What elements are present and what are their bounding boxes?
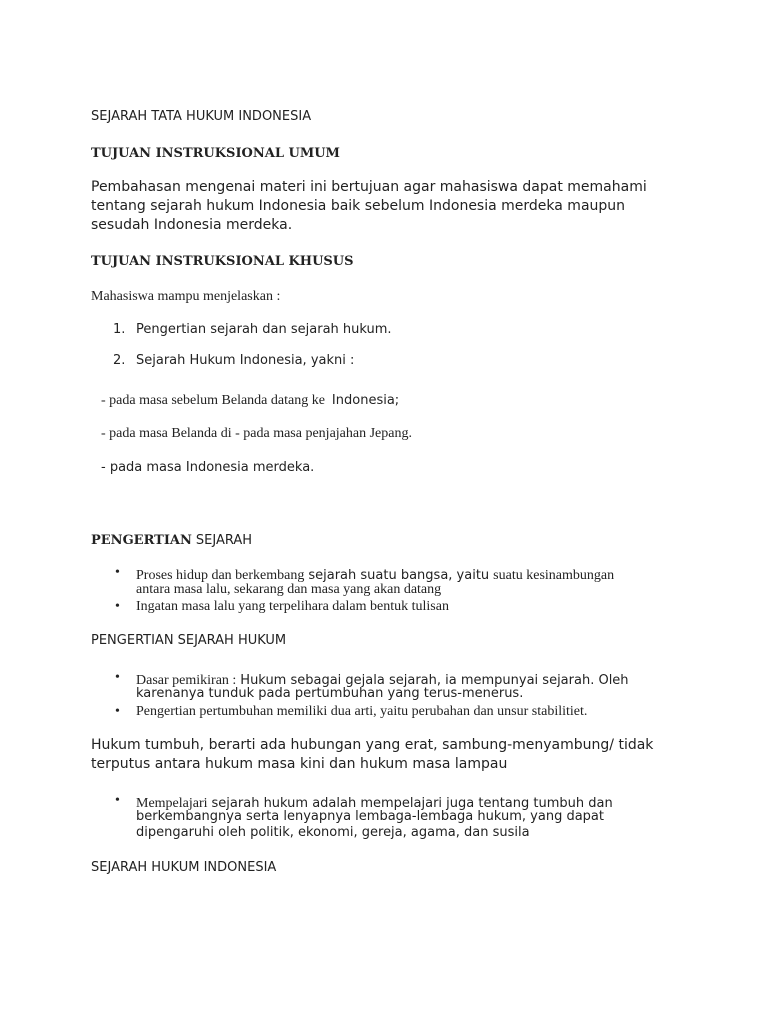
period-text: Indonesia; — [331, 393, 400, 408]
bullet-icon: • — [115, 565, 120, 580]
body-line: terputus antara hukum masa kini dan hukum masa lampau — [91, 756, 508, 772]
shi-heading: SEJARAH HUKUM INDONESIA — [91, 860, 277, 875]
bullet-line: dipengaruhi oleh politik, ekonomi, gereja, agama, dan susila — [136, 825, 530, 840]
bullet-line: Pengertian pertumbuhan memiliki dua arti, yaitu perubahan dan unsur stabilitiet. — [136, 704, 588, 719]
bullet-line: Ingatan masa lalu yang terpelihara dalam bentuk tulisan — [136, 599, 449, 614]
document-title: SEJARAH TATA HUKUM INDONESIA — [91, 109, 312, 124]
numbered-item-text: Pengertian sejarah dan sejarah hukum. — [136, 322, 392, 337]
tik-heading: TUJUAN INSTRUKSIONAL KHUSUS — [91, 254, 354, 269]
bullet-line: berkembangnya serta lenyapnya lembaga-lembaga hukum, yang dapat — [136, 809, 604, 824]
bullet-icon: • — [115, 704, 120, 719]
period-line-3: - pada masa Indonesia merdeka. — [101, 460, 315, 475]
tiu-body-line: Pembahasan mengenai materi ini bertujuan agar mahasiswa dapat memahami — [91, 179, 647, 195]
bullet-line: karenanya tunduk pada pertumbuhan yang terus-menerus. — [136, 686, 524, 701]
bullet-text: Dasar pemikiran : — [136, 673, 237, 688]
heading-bold-part: PENGERTIAN — [91, 533, 192, 548]
tiu-heading: TUJUAN INSTRUKSIONAL UMUM — [91, 146, 340, 161]
bullet-text: sejarah hukum adalah mempelajari juga tentang tumbuh dan — [211, 796, 613, 811]
tik-intro: Mahasiswa mampu menjelaskan : — [91, 289, 281, 304]
bullet-text: Mempelajari — [136, 796, 208, 811]
bullet-text: sejarah suatu bangsa, yaitu — [308, 568, 490, 583]
numbered-item-number: 2. — [113, 353, 126, 368]
bullet-line: antara masa lalu, sekarang dan masa yang akan datang — [136, 582, 442, 597]
body-line: Hukum tumbuh, berarti ada hubungan yang erat, sambung-menyambung/ tidak — [91, 737, 654, 753]
bullet-text: Hukum sebagai gejala sejarah, ia mempunyai sejarah. Oleh — [240, 673, 629, 688]
period-text: - pada masa sebelum Belanda datang ke — [101, 393, 325, 408]
tiu-body-line: sesudah Indonesia merdeka. — [91, 217, 293, 233]
bullet-icon: • — [115, 670, 120, 685]
heading-regular-part: SEJARAH — [195, 533, 253, 548]
bullet-icon: • — [115, 793, 120, 808]
period-line-2: - pada masa Belanda di - pada masa penjajahan Jepang. — [101, 426, 412, 441]
numbered-item-text: Sejarah Hukum Indonesia, yakni : — [136, 353, 355, 368]
tiu-body-line: tentang sejarah hukum Indonesia baik sebelum Indonesia merdeka maupun — [91, 198, 626, 214]
bullet-text: Proses hidup dan berkembang — [136, 568, 305, 583]
bullet-text: suatu kesinambungan — [493, 568, 615, 583]
period-line-1 — [101, 390, 399, 410]
psh-heading: PENGERTIAN SEJARAH HUKUM — [91, 633, 287, 648]
bullet-icon: • — [115, 599, 120, 614]
numbered-item-number: 1. — [113, 322, 126, 337]
pengertian-heading — [91, 530, 252, 549]
